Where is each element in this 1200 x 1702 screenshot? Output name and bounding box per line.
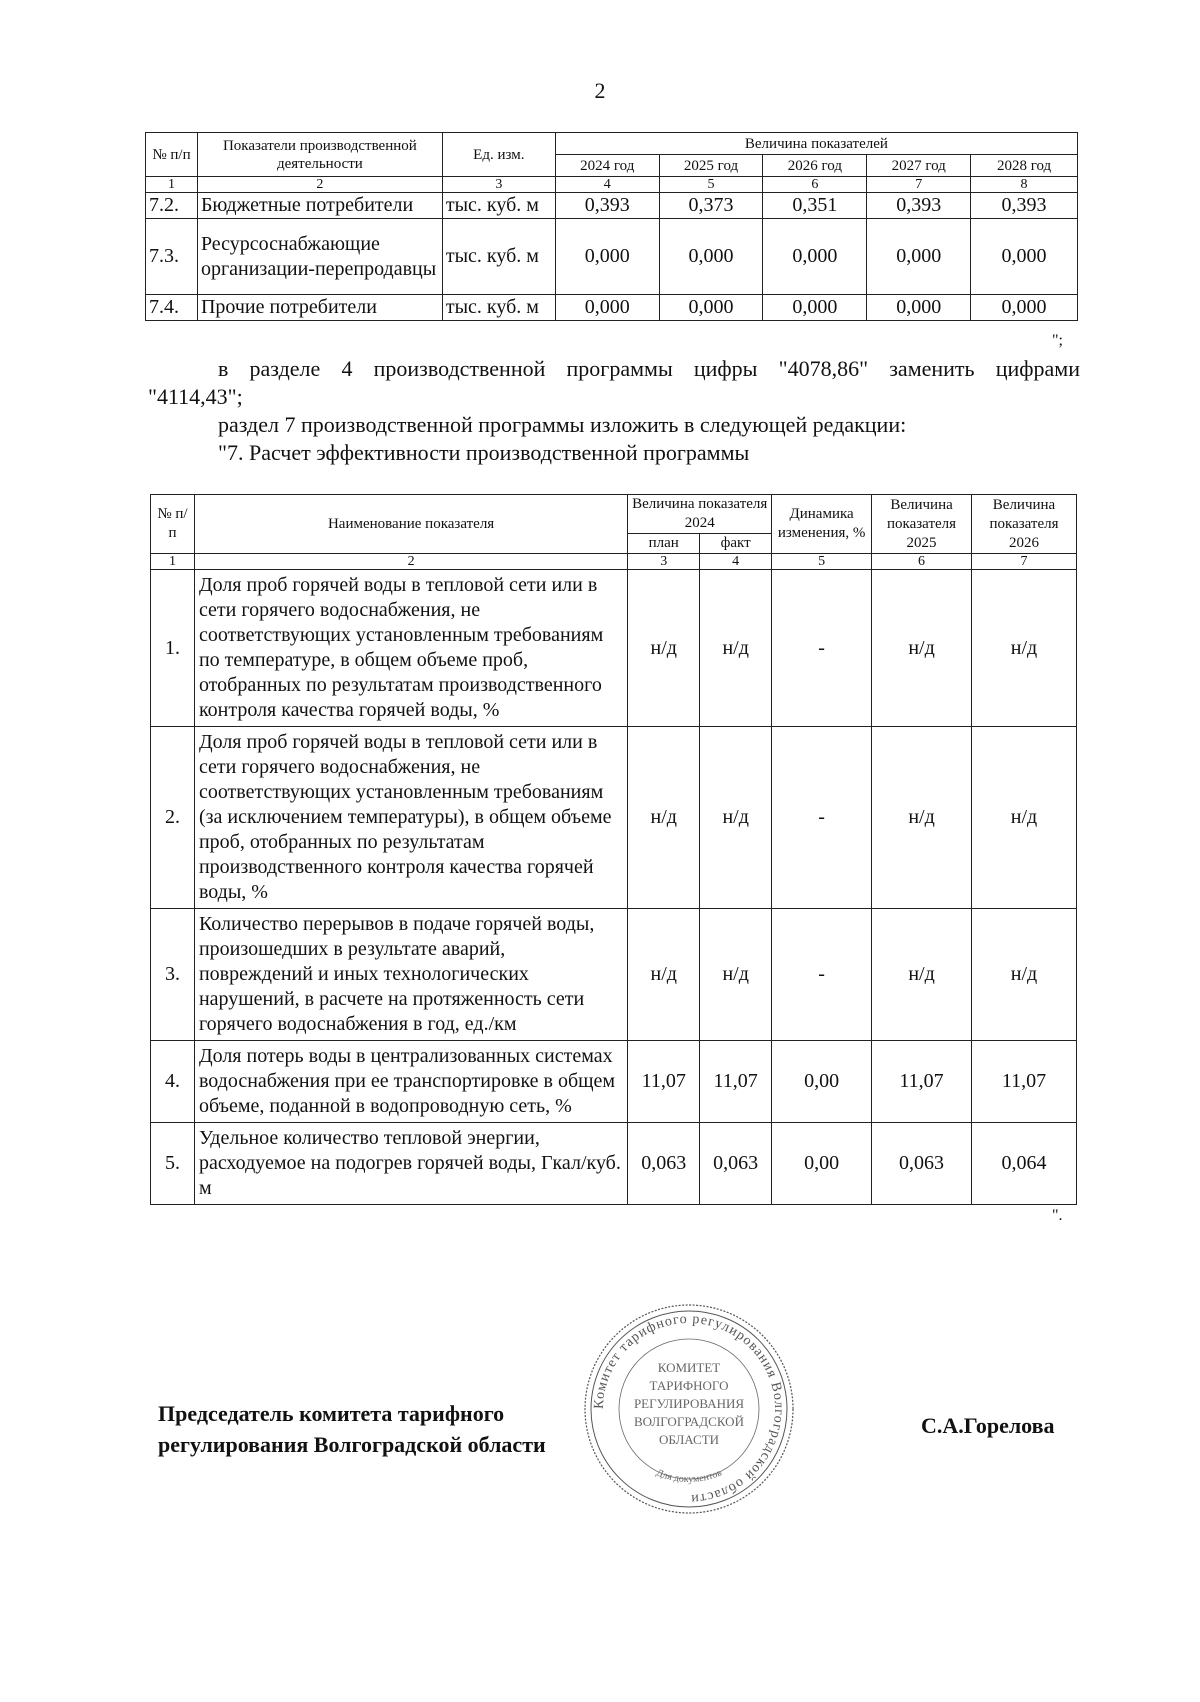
header-num: № п/п <box>146 133 198 177</box>
efficiency-table <box>150 494 1077 1205</box>
col-number: 3 <box>442 177 555 193</box>
col-number: 2 <box>197 177 442 193</box>
row-fact: 0,063 <box>700 1123 772 1205</box>
row-value: 0,000 <box>555 219 659 295</box>
col-number: 6 <box>872 554 972 570</box>
row-value: 0,000 <box>971 295 1078 321</box>
row-dynamics: 0,00 <box>772 1123 872 1205</box>
row-name: Ресурсоснабжающие организации-перепродавцы <box>197 219 442 295</box>
row-val2025: н/д <box>872 570 972 727</box>
row-value: 0,393 <box>555 193 659 219</box>
row-num: 7.3. <box>146 219 198 295</box>
header-plan: план <box>628 534 700 554</box>
col-number: 7 <box>972 554 1077 570</box>
row-value: 0,373 <box>659 193 763 219</box>
signature-title-line1: Председатель комитета тарифного <box>158 1401 505 1426</box>
header-name: Наименование показателя <box>194 495 627 554</box>
row-plan: 11,07 <box>628 1041 700 1123</box>
header-val2025: Величина показателя 2025 <box>872 495 972 554</box>
row-name: Доля потерь воды в централизованных системах водоснабжения при ее транспортировке в общем объеме, поданной в водопроводную сеть, % <box>194 1041 627 1123</box>
col-number: 5 <box>659 177 763 193</box>
row-plan: н/д <box>628 570 700 727</box>
header-year: 2027 год <box>867 155 971 177</box>
row-name: Удельное количество тепловой энергии, расходуемое на подогрев горячей воды, Гкал/куб. м <box>194 1123 627 1205</box>
paragraph-section4: в разделе 4 производственной программы цифры "4078,86" заменить цифрами <box>218 356 1080 381</box>
row-name: Бюджетные потребители <box>197 193 442 219</box>
row-val2026: н/д <box>972 909 1077 1041</box>
table-row <box>146 219 1078 295</box>
row-fact: н/д <box>700 727 772 909</box>
header-year: 2024 год <box>555 155 659 177</box>
col-number: 5 <box>772 554 872 570</box>
header-num: № п/п <box>151 495 195 554</box>
header-values-group: Величина показателей <box>555 133 1077 155</box>
row-value: 0,000 <box>971 219 1078 295</box>
header-indicator: Показатели производственной деятельности <box>197 133 442 177</box>
col-number: 7 <box>867 177 971 193</box>
signature-title-line2: регулирования Волгоградской области <box>158 1432 546 1457</box>
col-number: 4 <box>555 177 659 193</box>
row-value: 0,000 <box>555 295 659 321</box>
col-number: 2 <box>194 554 627 570</box>
row-num: 3. <box>151 909 195 1041</box>
row-val2025: н/д <box>872 727 972 909</box>
row-num: 1. <box>151 570 195 727</box>
row-name: Доля проб горячей воды в тепловой сети или в сети горячего водоснабжения, не соответствующих установленным требованиям по температуре, в общем объеме проб, отобранных по результатам производственного контроля качества горячей воды, % <box>194 570 627 727</box>
row-value: 0,000 <box>659 219 763 295</box>
row-dynamics: 0,00 <box>772 1041 872 1123</box>
row-fact: 11,07 <box>700 1041 772 1123</box>
row-unit: тыс. куб. м <box>442 295 555 321</box>
row-num: 5. <box>151 1123 195 1205</box>
stamp-line: ВОЛГОГРАДСКОЙ <box>634 1414 744 1429</box>
table-row <box>146 295 1078 321</box>
row-fact: н/д <box>700 570 772 727</box>
official-stamp <box>580 1300 798 1518</box>
table-row <box>151 1041 1077 1123</box>
table-row <box>151 909 1077 1041</box>
row-name: Прочие потребители <box>197 295 442 321</box>
row-value: 0,000 <box>867 219 971 295</box>
header-unit: Ед. изм. <box>442 133 555 177</box>
row-fact: н/д <box>700 909 772 1041</box>
stamp-line: ОБЛАСТИ <box>658 1432 720 1447</box>
row-plan: 0,063 <box>628 1123 700 1205</box>
row-num: 4. <box>151 1041 195 1123</box>
header-year: 2026 год <box>763 155 867 177</box>
stamp-line: РЕГУЛИРОВАНИЯ <box>633 1396 745 1411</box>
col-number: 4 <box>700 554 772 570</box>
row-name: Количество перерывов в подаче горячей воды, произошедших в результате аварий, повреждений и иных технологических нарушений, в расчете на протяженность сети горячего водоснабжения в год, ед./км <box>194 909 627 1041</box>
row-value: 0,393 <box>867 193 971 219</box>
page-number: 2 <box>594 78 606 103</box>
row-plan: н/д <box>628 727 700 909</box>
row-num: 7.4. <box>146 295 198 321</box>
table-row <box>146 193 1078 219</box>
table-row <box>151 1123 1077 1205</box>
signature-title <box>158 1398 546 1460</box>
col-number: 1 <box>146 177 198 193</box>
row-val2025: н/д <box>872 909 972 1041</box>
col-number: 1 <box>151 554 195 570</box>
row-num: 7.2. <box>146 193 198 219</box>
row-value: 0,000 <box>763 295 867 321</box>
table2-closing-quote: ". <box>1052 1207 1063 1224</box>
signature-name: С.А.Горелова <box>921 1413 1055 1438</box>
header-val2024: Величина показателя 2024 <box>628 495 772 534</box>
row-unit: тыс. куб. м <box>442 219 555 295</box>
row-plan: н/д <box>628 909 700 1041</box>
row-value: 0,393 <box>971 193 1078 219</box>
row-value: 0,000 <box>763 219 867 295</box>
row-value: 0,000 <box>867 295 971 321</box>
row-value: 0,351 <box>763 193 867 219</box>
col-number: 6 <box>763 177 867 193</box>
col-number: 3 <box>628 554 700 570</box>
section7-title: "7. Расчет эффективности производственной программы <box>218 440 750 465</box>
stamp-line: ТАРИФНОГО <box>649 1378 729 1393</box>
header-val2026: Величина показателя 2026 <box>972 495 1077 554</box>
row-name: Доля проб горячей воды в тепловой сети или в сети горячего водоснабжения, не соответствующих установленным требованиям (за исключением температуры), в общем объеме проб, отобранных по результатам производственного контроля качества горячей воды, % <box>194 727 627 909</box>
row-unit: тыс. куб. м <box>442 193 555 219</box>
row-val2025: 11,07 <box>872 1041 972 1123</box>
row-val2026: н/д <box>972 727 1077 909</box>
paragraph-section7: раздел 7 производственной программы изложить в следующей редакции: <box>218 412 907 437</box>
production-indicators-table <box>145 132 1078 321</box>
row-dynamics: - <box>772 570 872 727</box>
header-fact: факт <box>700 534 772 554</box>
row-val2026: 0,064 <box>972 1123 1077 1205</box>
row-val2026: 11,07 <box>972 1041 1077 1123</box>
table-row <box>151 727 1077 909</box>
row-val2025: 0,063 <box>872 1123 972 1205</box>
header-dynamics: Динамика изменения, % <box>772 495 872 554</box>
row-value: 0,000 <box>659 295 763 321</box>
table-row <box>151 570 1077 727</box>
row-num: 2. <box>151 727 195 909</box>
col-number: 8 <box>971 177 1078 193</box>
row-dynamics: - <box>772 727 872 909</box>
row-val2026: н/д <box>972 570 1077 727</box>
stamp-bottom-text: Для документов <box>654 1467 724 1486</box>
header-year: 2028 год <box>971 155 1078 177</box>
header-year: 2025 год <box>659 155 763 177</box>
stamp-line: КОМИТЕТ <box>657 1360 721 1375</box>
paragraph-section4-cont: "4114,43"; <box>148 384 243 409</box>
stamp-outer-text: Комитет тарифного регулирования Волгоградской области <box>591 1311 787 1507</box>
table1-closing-quote: "; <box>1052 332 1063 349</box>
row-dynamics: - <box>772 909 872 1041</box>
